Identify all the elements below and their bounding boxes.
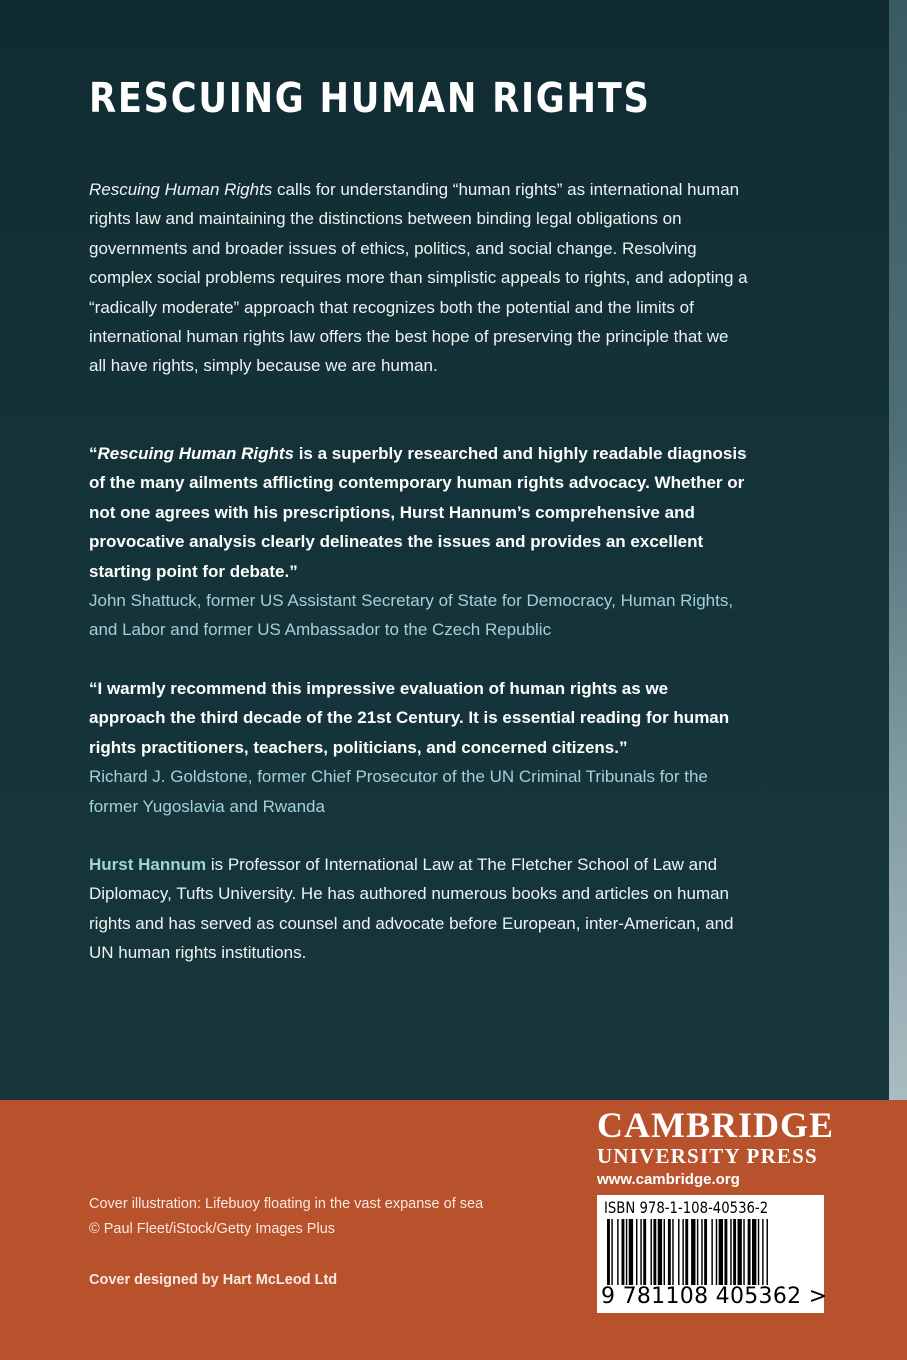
barcode-bar — [743, 1219, 744, 1285]
endorsement-shattuck — [89, 439, 749, 645]
barcode-bar — [752, 1219, 756, 1285]
barcode-bar — [640, 1219, 641, 1285]
endorsement-attribution: Richard J. Goldstone, former Chief Prosecutor of the UN Criminal Tribunals for the former Yugoslavia and Rwanda — [89, 767, 708, 816]
barcode-bar — [653, 1219, 656, 1285]
book-description — [89, 175, 749, 381]
barcode-bar — [767, 1219, 768, 1285]
barcode-bar — [626, 1219, 627, 1285]
barcode-bar — [636, 1219, 637, 1285]
barcode-bar — [701, 1219, 702, 1285]
barcode-bar — [704, 1219, 707, 1285]
barcode-bar — [730, 1219, 731, 1285]
barcode-bar — [691, 1219, 695, 1285]
endorsement-quote — [89, 444, 747, 581]
publisher-subtitle: UNIVERSITY PRESS — [597, 1144, 818, 1168]
barcode-bar — [682, 1219, 683, 1285]
isbn-label: ISBN 978-1-108-40536-2 — [604, 1198, 769, 1217]
barcode-bars-icon — [603, 1219, 818, 1287]
barcode-bar — [685, 1219, 688, 1285]
description-text: calls for understanding “human rights” as international human rights law and maintaining the distinctions between binding legal obligations on governments and broader issues of ethics, politics, and social change. Resolving complex social problems requires more than simplistic appeals to rights, and adopting a “radically moderate” approach that recognizes both the potential and the limits of international human rights law offers the best hope of preserving the principle that we all have rights, simply because we are human. — [89, 180, 748, 376]
description-book-title: Rescuing Human Rights — [89, 180, 273, 199]
barcode-bar — [733, 1219, 736, 1285]
endorsement-quote: “I warmly recommend this impressive evaluation of human rights as we approach the third decade of the 21st Century. It is essential reading for human rights practitioners, teachers, politicians, and concerned citizens.” — [89, 679, 730, 757]
barcode-bar — [629, 1219, 633, 1285]
barcode-bar — [711, 1219, 712, 1285]
barcode-bar — [672, 1219, 673, 1285]
author-bio — [89, 850, 749, 968]
barcode-bar — [697, 1219, 698, 1285]
publisher-logo — [597, 1105, 835, 1192]
cover-designer-credit: Cover designed by Hart McLeod Ltd — [89, 1272, 338, 1288]
endorsement-attribution: John Shattuck, former US Assistant Secretary of State for Democracy, Human Rights, and Labor and former US Ambassador to the Czech Republic — [89, 591, 734, 640]
sea-image-strip — [889, 0, 907, 1100]
cover-illustration-credit: Cover illustration: Lifebuoy floating in the vast expanse of sea © Paul Fleet/iStock/Getty Images Plus — [89, 1196, 484, 1237]
isbn-barcode — [597, 1195, 828, 1313]
endorsement-goldstone — [89, 674, 749, 821]
barcode-bar — [643, 1219, 646, 1285]
barcode-bar — [668, 1219, 671, 1285]
barcode-bar — [738, 1219, 742, 1285]
author-name: Hurst Hannum — [89, 855, 207, 874]
publisher-url: www.cambridge.org — [597, 1171, 740, 1188]
barcode-bar — [658, 1219, 662, 1285]
barcode-bar — [719, 1219, 723, 1285]
barcode-digits: 9 781108 405362 > — [601, 1284, 828, 1309]
barcode-bar — [716, 1219, 717, 1285]
endorsement-book-title: Rescuing Human Rights — [97, 444, 294, 463]
barcode-bar — [622, 1219, 625, 1285]
barcode-bar — [607, 1219, 610, 1285]
author-bio-text: is Professor of International Law at The Fletcher School of Law and Diplomacy, Tufts University. He has authored numerous books and articles on human rights and has served as counsel and advocate before European, inter-American, and UN human rights institutions. — [89, 855, 734, 963]
barcode-bar — [748, 1219, 751, 1285]
barcode-bar — [678, 1219, 679, 1285]
barcode-bar — [611, 1219, 612, 1285]
publisher-name: CAMBRIDGE — [597, 1105, 835, 1145]
endorsement-quote-text: is a superbly researched and highly readable diagnosis of the many ailments afflicting contemporary human rights advocacy. Whether or not one agrees with his prescriptions, Hurst Hannum’s comprehensive and provocative analysis clearly delineates the issues and provides an excellent starting point for debate.” — [89, 444, 747, 581]
barcode-bar — [762, 1219, 763, 1285]
barcode-bar — [664, 1219, 665, 1285]
barcode-bar — [617, 1219, 618, 1285]
barcode-bar — [724, 1219, 727, 1285]
barcode-bar — [758, 1219, 759, 1285]
open-quote-mark: “ — [89, 444, 98, 463]
book-title: RESCUING HUMAN RIGHTS — [89, 74, 651, 122]
barcode-bar — [651, 1219, 652, 1285]
